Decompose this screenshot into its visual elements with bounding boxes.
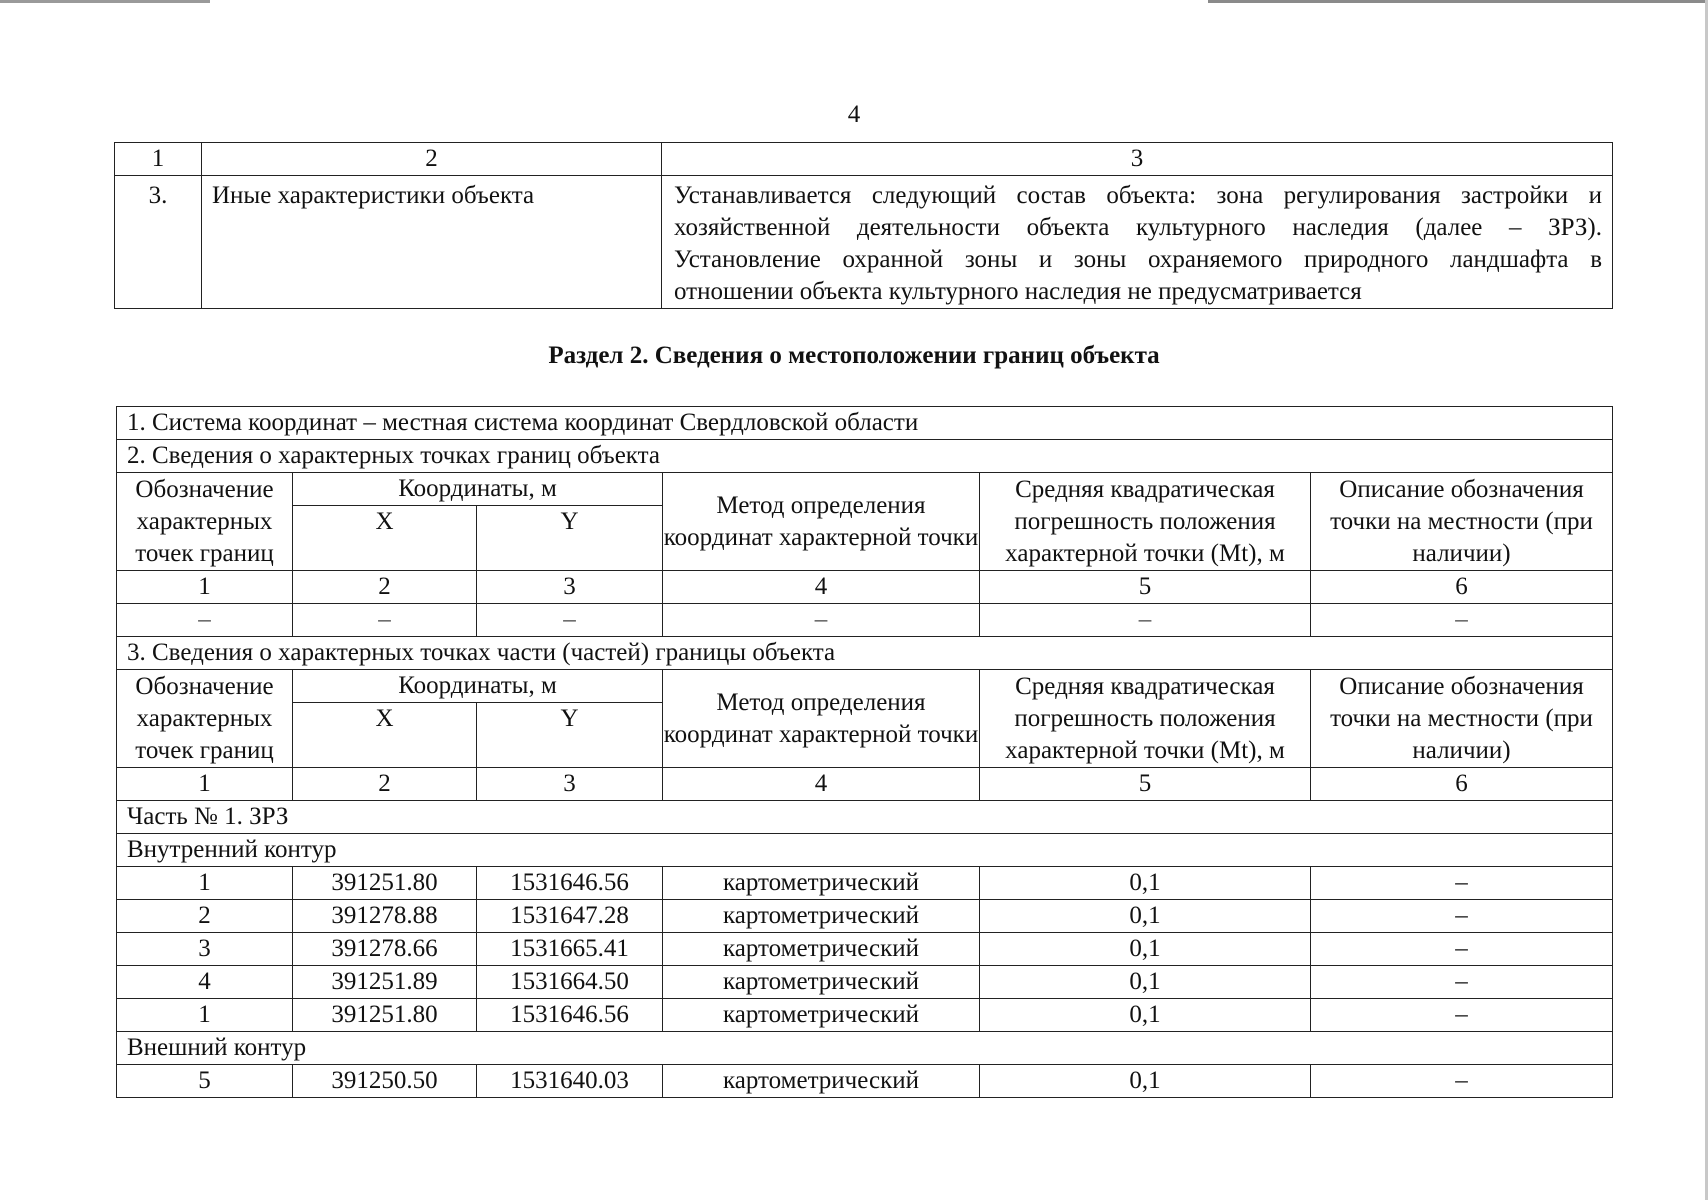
column-number: 5 [980, 571, 1311, 604]
scan-edge-top-left [0, 0, 210, 3]
coord-y: 1531640.03 [477, 1065, 663, 1098]
method: картометрический [663, 933, 980, 966]
column-number: 4 [663, 768, 980, 801]
column-numbers-row [117, 768, 1613, 801]
header-error: Средняя квадратическая погрешность положения характерной точки (Mt), м [980, 670, 1311, 768]
table-row [117, 966, 1613, 999]
table1-row [115, 176, 1613, 309]
mean-error: 0,1 [980, 999, 1311, 1032]
coord-x: 391251.89 [293, 966, 477, 999]
header-coords: Координаты, м [293, 473, 663, 506]
coord-x: 391250.50 [293, 1065, 477, 1098]
coord-x: 391278.66 [293, 933, 477, 966]
coord-system: 1. Система координат – местная система координат Свердловской области [117, 407, 1613, 440]
coord-x: 391251.80 [293, 867, 477, 900]
outer-contour-title-row [117, 1032, 1613, 1065]
empty-cell: – [477, 604, 663, 637]
header-error: Средняя квадратическая погрешность положения характерной точки (Mt), м [980, 473, 1311, 571]
coord-system-row [117, 407, 1613, 440]
header-row-top [117, 670, 1613, 703]
point-number: 5 [117, 1065, 293, 1098]
empty-cell: – [293, 604, 477, 637]
empty-cell: – [1311, 604, 1613, 637]
coord-y: 1531646.56 [477, 867, 663, 900]
header-description: Описание обозначения точки на местности (при наличии) [1311, 473, 1613, 571]
object-characteristics-table [114, 142, 1613, 309]
method: картометрический [663, 1065, 980, 1098]
column-number: 3 [477, 768, 663, 801]
table1-header-cell: 1 [115, 143, 202, 176]
method: картометрический [663, 999, 980, 1032]
empty-cell: – [117, 604, 293, 637]
table1-header-cell: 3 [662, 143, 1613, 176]
inner-contour-title: Внутренний контур [117, 834, 1613, 867]
point-description: – [1311, 1065, 1613, 1098]
mean-error: 0,1 [980, 1065, 1311, 1098]
column-number: 5 [980, 768, 1311, 801]
page-number: 4 [847, 101, 861, 128]
empty-cell: – [663, 604, 980, 637]
point-number: 2 [117, 900, 293, 933]
mean-error: 0,1 [980, 966, 1311, 999]
coord-x: 391278.88 [293, 900, 477, 933]
coord-y: 1531646.56 [477, 999, 663, 1032]
table-row [117, 933, 1613, 966]
table-row [117, 867, 1613, 900]
table1-header-cell: 2 [202, 143, 662, 176]
point-description: – [1311, 900, 1613, 933]
block2-title-row [117, 637, 1613, 670]
row-number: 3. [115, 176, 202, 309]
header-method: Метод определения координат характерной точки [663, 473, 980, 571]
point-description: – [1311, 933, 1613, 966]
point-number: 1 [117, 867, 293, 900]
point-number: 4 [117, 966, 293, 999]
table-row [117, 999, 1613, 1032]
mean-error: 0,1 [980, 900, 1311, 933]
column-number: 2 [293, 571, 477, 604]
column-number: 2 [293, 768, 477, 801]
column-number: 6 [1311, 768, 1613, 801]
block1-title: 2. Сведения о характерных точках границ объекта [117, 440, 1613, 473]
method: картометрический [663, 867, 980, 900]
point-description: – [1311, 966, 1613, 999]
mean-error: 0,1 [980, 933, 1311, 966]
inner-contour-title-row [117, 834, 1613, 867]
column-number: 6 [1311, 571, 1613, 604]
coord-y: 1531664.50 [477, 966, 663, 999]
method: картометрический [663, 900, 980, 933]
header-y: Y [477, 506, 663, 571]
mean-error: 0,1 [980, 867, 1311, 900]
column-number: 4 [663, 571, 980, 604]
coord-x: 391251.80 [293, 999, 477, 1032]
outer-contour-title: Внешний контур [117, 1032, 1613, 1065]
column-number: 3 [477, 571, 663, 604]
point-description: – [1311, 867, 1613, 900]
empty-cell: – [980, 604, 1311, 637]
header-designation: Обозначение характерных точек границ [117, 670, 293, 768]
point-number: 1 [117, 999, 293, 1032]
section-title: Раздел 2. Сведения о местоположении границ объекта [548, 342, 1160, 369]
point-number: 3 [117, 933, 293, 966]
coord-y: 1531665.41 [477, 933, 663, 966]
table-row [117, 1065, 1613, 1098]
row-label: Иные характеристики объекта [202, 176, 662, 309]
header-designation: Обозначение характерных точек границ [117, 473, 293, 571]
empty-row [117, 604, 1613, 637]
header-x: X [293, 506, 477, 571]
method: картометрический [663, 966, 980, 999]
boundary-points-table [116, 406, 1613, 1098]
point-description: – [1311, 999, 1613, 1032]
header-description: Описание обозначения точки на местности (при наличии) [1311, 670, 1613, 768]
header-method: Метод определения координат характерной точки [663, 670, 980, 768]
row-text: Устанавливается следующий состав объекта: зона регулирования застройки и хозяйственной деятельности объекта культурного наследия (далее – ЗРЗ). Установление охранной зоны и зоны охраняемого природного ландшафта в отношении объекта культурного наследия не предусматривается [662, 176, 1613, 309]
header-coords: Координаты, м [293, 670, 663, 703]
scan-edge-top-right [1208, 0, 1708, 3]
part-title-row [117, 801, 1613, 834]
column-numbers-row [117, 571, 1613, 604]
block2-title: 3. Сведения о характерных точках части (частей) границы объекта [117, 637, 1613, 670]
header-x: X [293, 703, 477, 768]
block1-title-row [117, 440, 1613, 473]
column-number: 1 [117, 571, 293, 604]
table-row [117, 900, 1613, 933]
coord-y: 1531647.28 [477, 900, 663, 933]
table1-header-row [115, 143, 1613, 176]
part-title: Часть № 1. ЗРЗ [117, 801, 1613, 834]
column-number: 1 [117, 768, 293, 801]
header-row-top [117, 473, 1613, 506]
header-y: Y [477, 703, 663, 768]
